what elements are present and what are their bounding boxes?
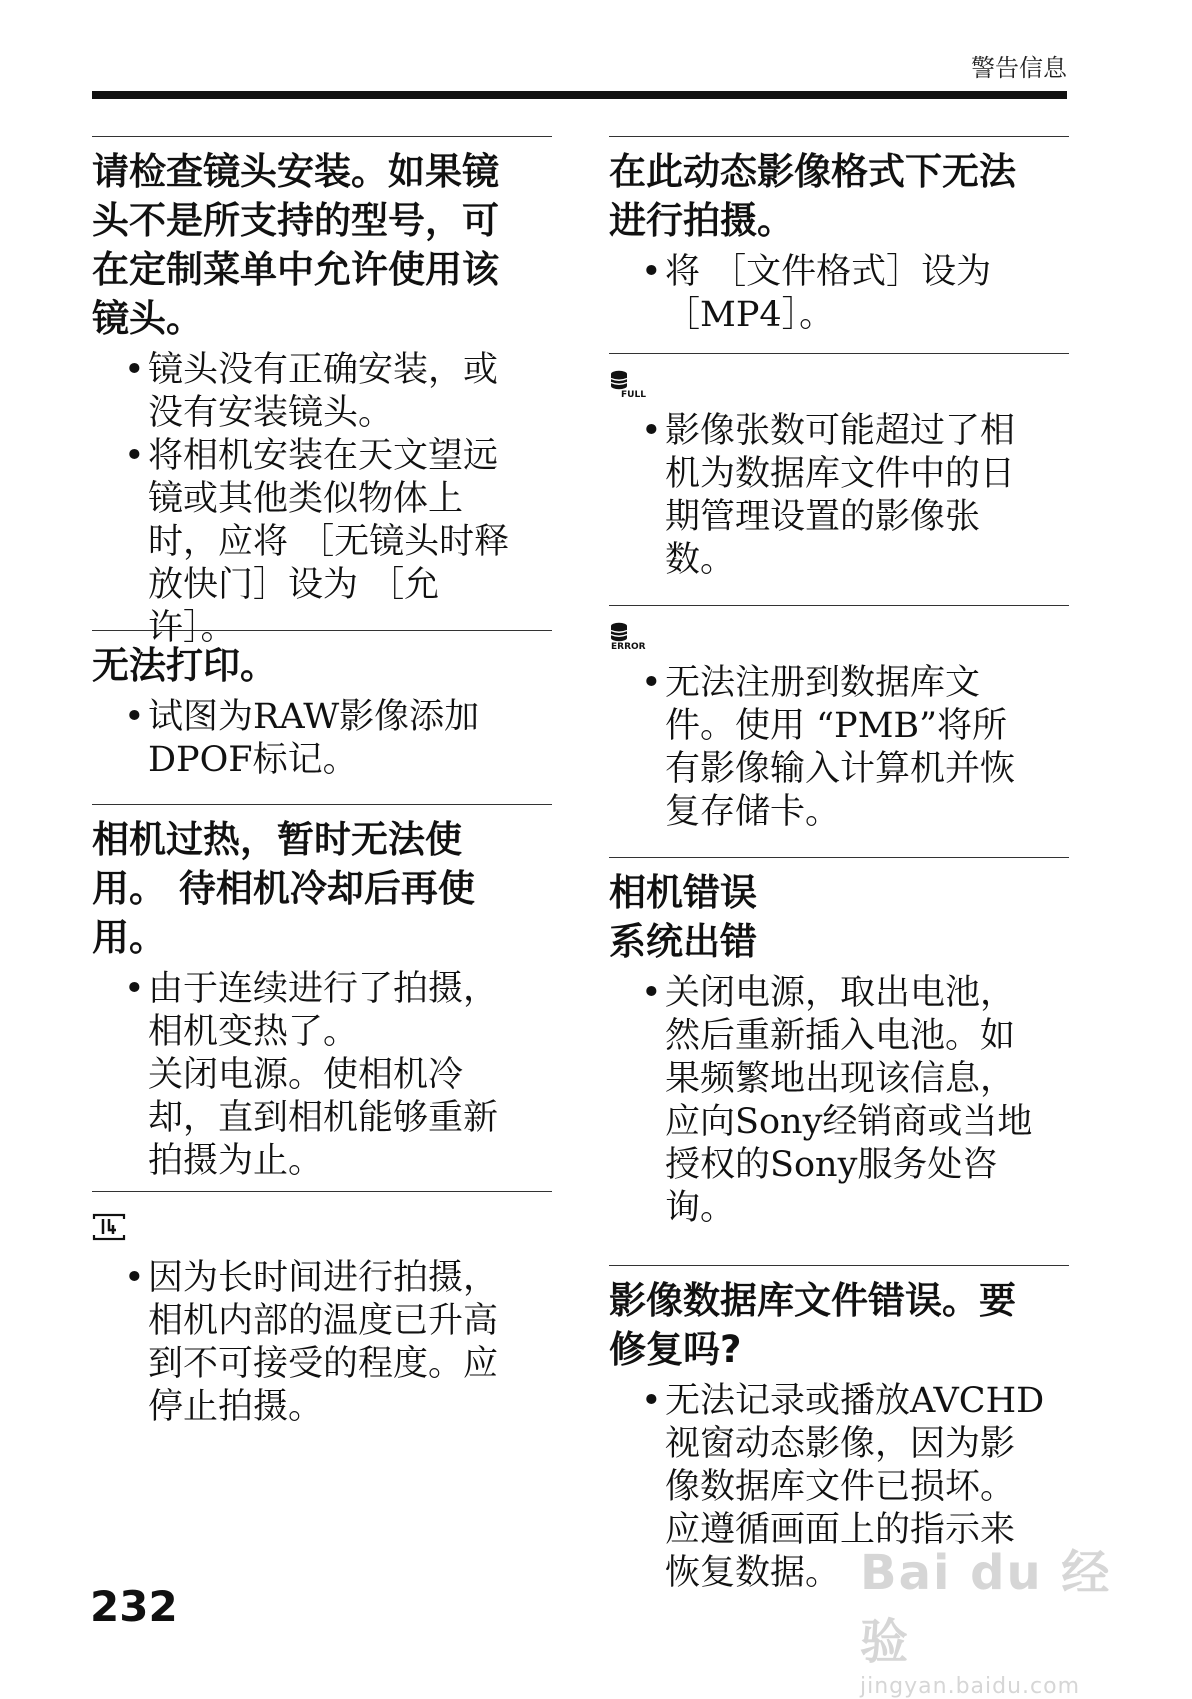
watermark-logo: Bai du 经验 [860, 1545, 1112, 1670]
section-camera-error [609, 857, 1069, 1265]
section-movie-format [609, 136, 1069, 353]
database-full-icon [609, 369, 655, 399]
header-rule [92, 91, 1067, 99]
overheat-icon [92, 1212, 126, 1242]
section-camera-overheat [92, 804, 552, 1191]
bullet-list [92, 696, 552, 782]
svg-text:ERROR: ERROR [611, 642, 646, 651]
section-cannot-print [92, 630, 552, 804]
section-heading: 相机错误 系统出错 [609, 871, 757, 963]
bullet-item: • 镜头没有正确安装，或 没有安装镜头。 [124, 349, 552, 435]
page-header-title: 警告信息 [971, 54, 1067, 82]
bullet-item: • 由于连续进行了拍摄， 相机变热了。 关闭电源。使相机冷 却，直到相机能够重新 拍摄为止。 [124, 968, 552, 1183]
baidu-watermark [860, 1534, 1160, 1699]
section-overheat-icon [92, 1191, 552, 1429]
bullet-list [609, 251, 1069, 337]
page-number: 232 [90, 1582, 178, 1631]
section-heading: 请检查镜头安装。如果镜 头不是所支持的型号，可 在定制菜单中允许使用该 镜头。 [92, 150, 499, 340]
section-heading: 影像数据库文件错误。要 修复吗? [609, 1279, 1016, 1371]
section-heading: 在此动态影像格式下无法 进行拍摄。 [609, 150, 1016, 242]
database-error-icon [609, 621, 659, 651]
section-heading: 相机过热，暂时无法使 用。 待相机冷却后再使 用。 [92, 818, 475, 959]
section-database-error [609, 605, 1069, 857]
bullet-list [609, 662, 1069, 834]
bullet-item: • 将相机安装在天文望远 镜或其他类似物体上 时，应将 ［无镜头时释 放快门］设为 ［允 许］。 [124, 435, 552, 650]
bullet-item: • 将 ［文件格式］设为 ［MP4］。 [641, 251, 1069, 337]
watermark-url: jingyan.baidu.com [860, 1674, 1081, 1699]
bullet-item: • 影像张数可能超过了相 机为数据库文件中的日 期管理设置的影像张 数。 [641, 410, 1069, 582]
bullet-item: • 因为长时间进行拍摄， 相机内部的温度已升高 到不可接受的程度。应 停止拍摄。 [124, 1257, 552, 1429]
bullet-list [92, 349, 552, 650]
bullet-item: • 关闭电源，取出电池， 然后重新插入电池。如 果频繁地出现该信息， 应向Sony经销商或当地 授权的Sony服务处咨 询。 [641, 972, 1069, 1230]
right-column [609, 136, 1069, 1595]
section-heading: 无法打印。 [92, 644, 277, 687]
bullet-list [609, 972, 1069, 1230]
svg-text:FULL: FULL [621, 390, 646, 399]
bullet-item: • 试图为RAW影像添加 DPOF标记。 [124, 696, 552, 782]
left-column [92, 136, 552, 1429]
bullet-item: • 无法记录或播放AVCHD 视窗动态影像，因为影 像数据库文件已损坏。 应遵循画面上的指示来 恢复数据。 [641, 1380, 1069, 1595]
bullet-list [92, 1257, 552, 1429]
section-database-full [609, 353, 1069, 605]
bullet-list [92, 968, 552, 1183]
bullet-item: • 无法注册到数据库文 件。使用 “PMB”将所 有影像输入计算机并恢 复存储卡。 [641, 662, 1069, 834]
bullet-list [609, 410, 1069, 582]
section-lens-check [92, 136, 552, 648]
